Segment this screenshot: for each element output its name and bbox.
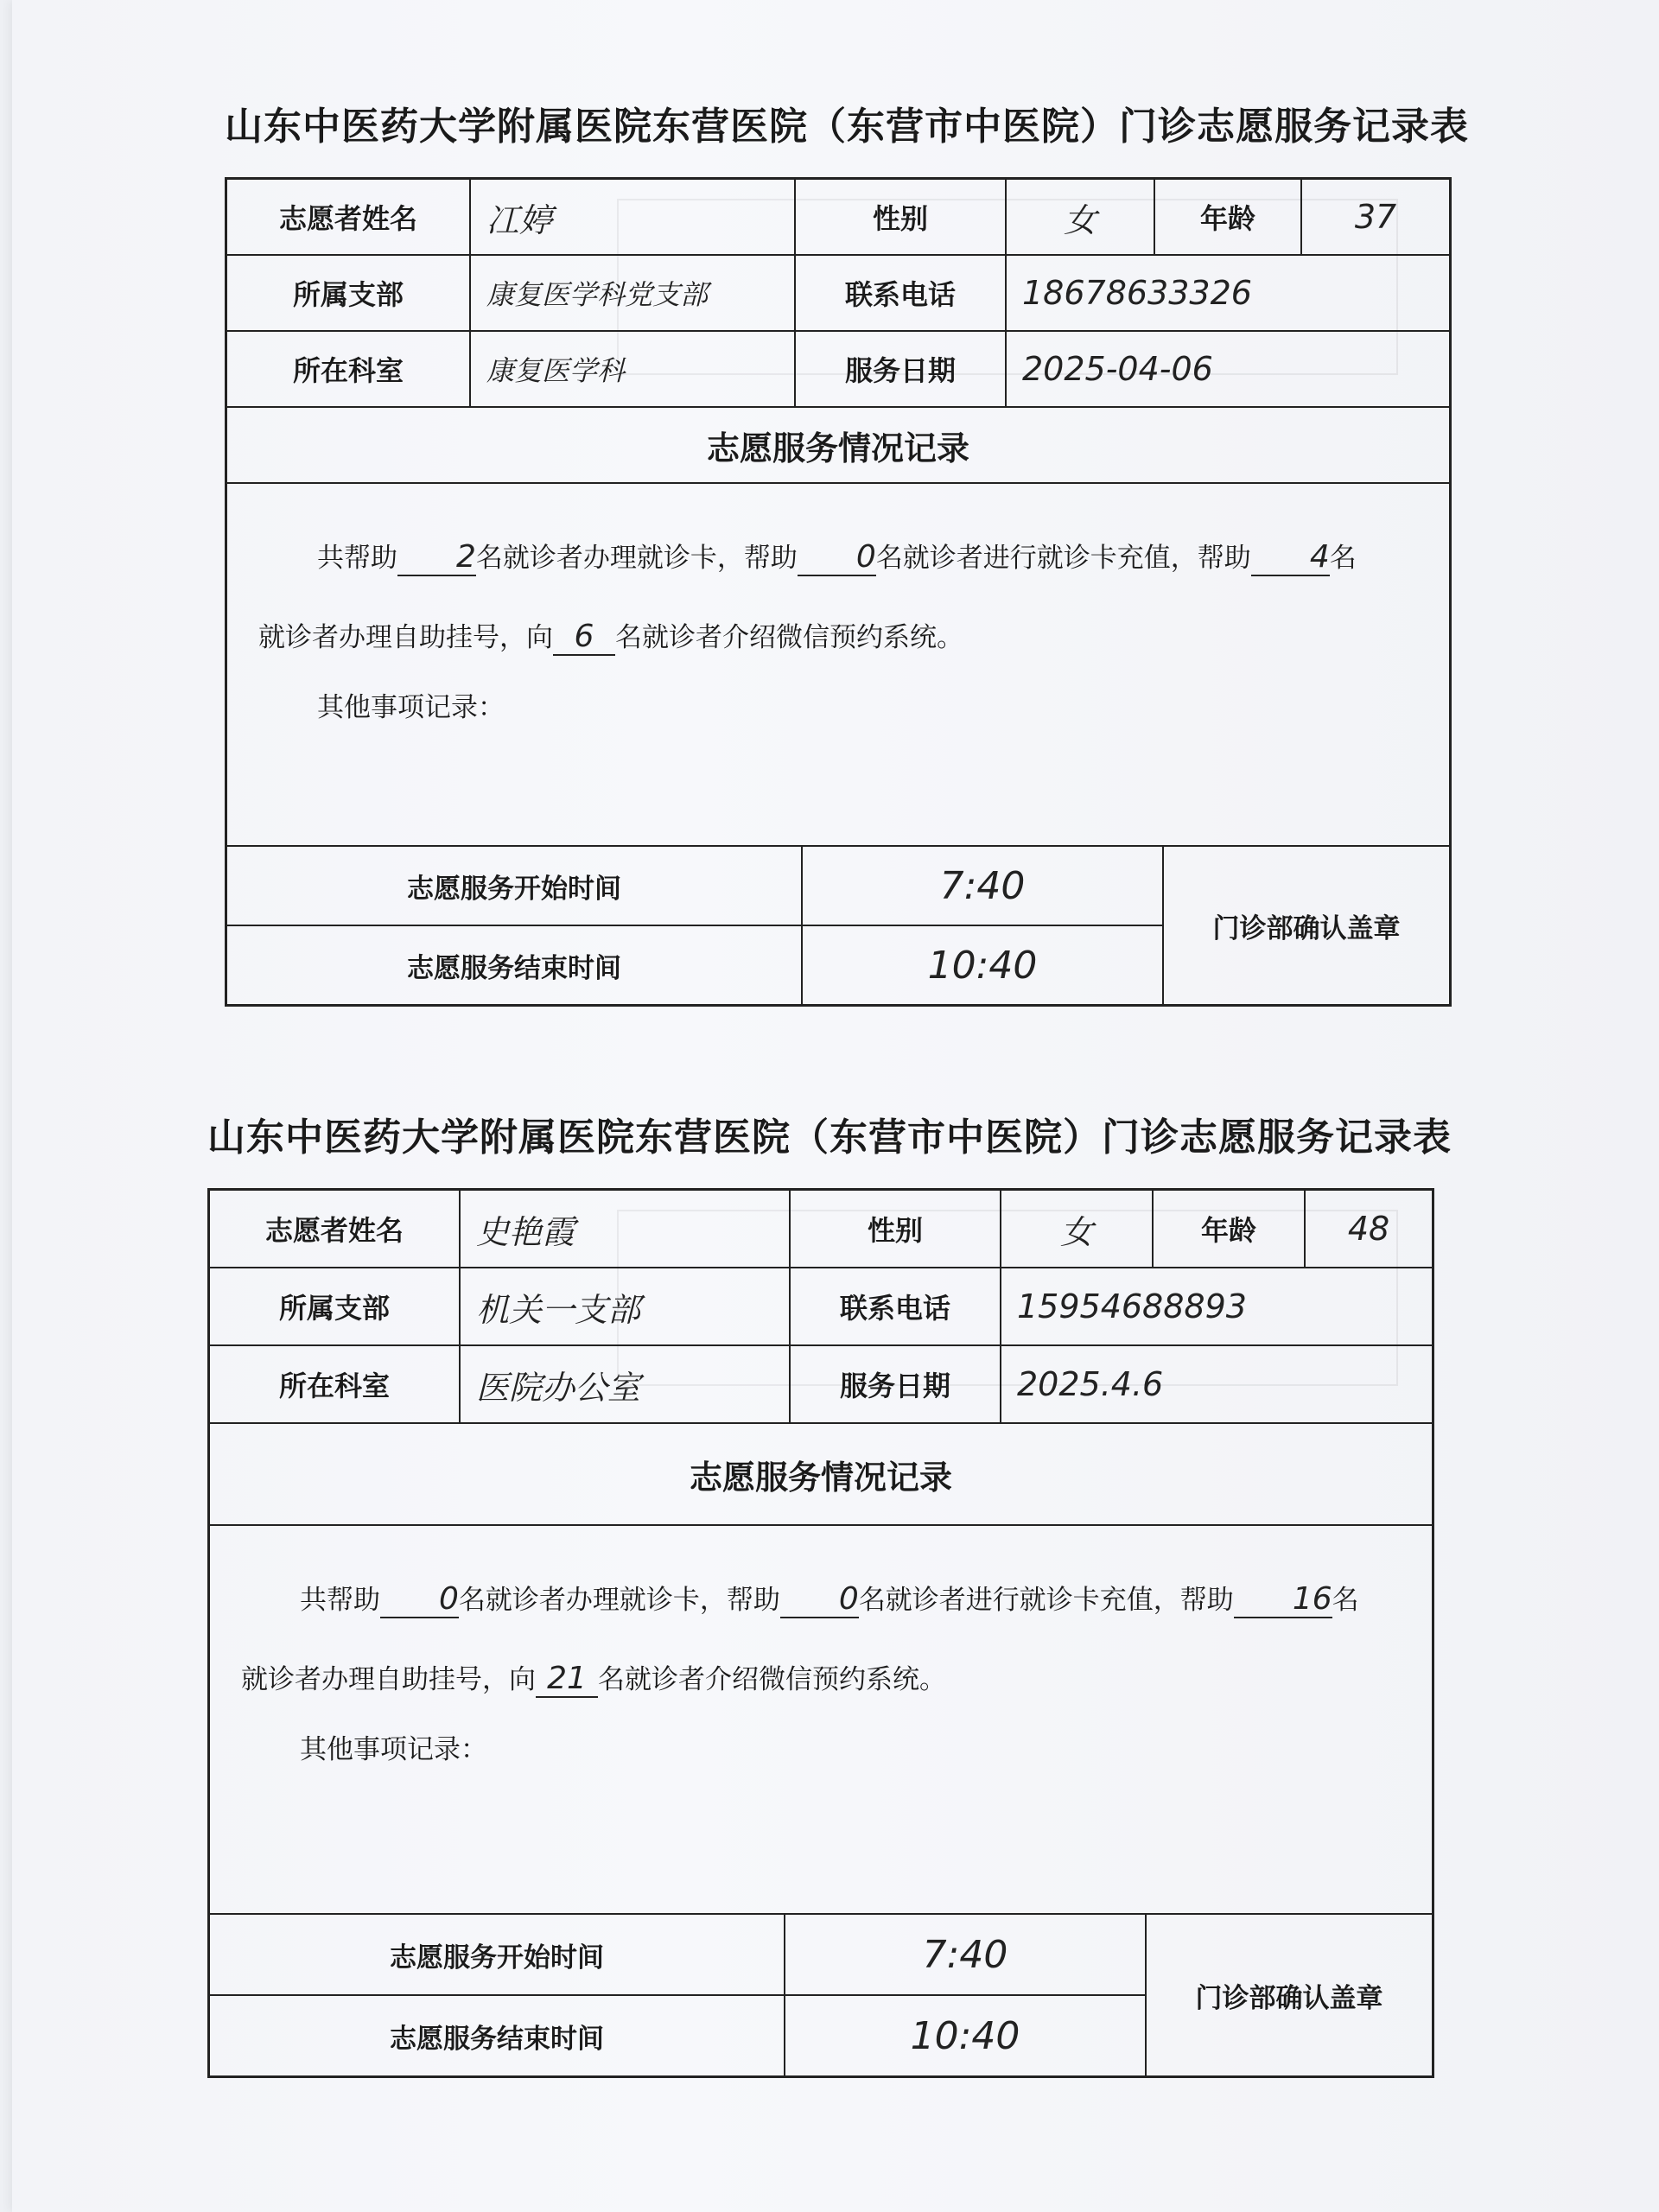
branch-label: 所属支部: [210, 1268, 461, 1344]
record-line: [258, 598, 1418, 677]
stamp-label: 门诊部确认盖章: [1212, 912, 1401, 944]
text: 共帮助: [317, 543, 397, 574]
dept-value: 医院办公室: [461, 1346, 791, 1422]
date-value: 2025.4.6: [1017, 1365, 1164, 1403]
service-record: [210, 1526, 1432, 1915]
section-heading: 志愿服务情况记录: [210, 1424, 1432, 1526]
phone-label: 联系电话: [791, 1268, 1001, 1344]
start-time-label: 志愿服务开始时间: [227, 847, 801, 926]
end-time-value: 10:40: [910, 2013, 1020, 2058]
register-count: 16: [1234, 1582, 1332, 1618]
branch-label: 所属支部: [227, 256, 471, 330]
branch-value: 康复医学科党支部: [471, 256, 796, 330]
other-notes-label: 其他事项记录：: [317, 692, 505, 723]
time-values: [803, 847, 1164, 1004]
record-line: [258, 518, 1418, 598]
time-section: [210, 1915, 1432, 2075]
table-row: [210, 1268, 1432, 1346]
text: 名就诊者介绍微信预约系统。: [615, 622, 963, 653]
record-line: [241, 1560, 1401, 1640]
table-row: [227, 180, 1449, 256]
form-table: [225, 177, 1452, 1007]
text: 就诊者办理自助挂号，向: [241, 1664, 536, 1695]
name-value: 史艳霞: [461, 1191, 791, 1267]
text: 名: [1329, 543, 1357, 574]
start-time-value: 7:40: [785, 1915, 1145, 1996]
age-label: 年龄: [1155, 180, 1302, 254]
form-table: [207, 1188, 1434, 2078]
table-row: [227, 332, 1449, 408]
name-label: 志愿者姓名: [227, 180, 471, 254]
end-time-label: 志愿服务结束时间: [390, 2023, 604, 2055]
text: 名就诊者介绍微信预约系统。: [598, 1664, 946, 1695]
age-value: 37: [1354, 198, 1397, 236]
phone-label: 联系电话: [796, 256, 1007, 330]
text: 名就诊者进行就诊卡充值，帮助: [875, 543, 1251, 574]
stamp-label: 门诊部确认盖章: [1195, 1982, 1383, 2014]
table-row: [210, 1191, 1432, 1268]
wechat-count: 21: [536, 1662, 598, 1698]
date-value: 2025-04-06: [1022, 350, 1213, 388]
register-count: 4: [1251, 540, 1330, 576]
text: 名就诊者进行就诊卡充值，帮助: [858, 1585, 1234, 1616]
text: 名就诊者办理就诊卡，帮助: [458, 1585, 780, 1616]
cards-count: 0: [380, 1582, 459, 1618]
branch-value: 机关一支部: [461, 1268, 791, 1344]
text: 共帮助: [300, 1585, 380, 1616]
text: 名: [1332, 1585, 1359, 1616]
gender-label: 性别: [796, 180, 1007, 254]
time-labels: [227, 847, 803, 1004]
start-time-value: 7:40: [803, 847, 1162, 926]
recharge-count: 0: [780, 1582, 859, 1618]
gender-value: 女: [1001, 1191, 1154, 1267]
service-record: [227, 484, 1449, 847]
dept-label: 所在科室: [210, 1346, 461, 1422]
end-time-label: 志愿服务结束时间: [407, 952, 621, 984]
form-title: 山东中医药大学附属医院东营医院（东营市中医院）门诊志愿服务记录表: [207, 1116, 1452, 1160]
time-labels: [210, 1915, 785, 2075]
wechat-count: 6: [553, 620, 615, 656]
record-line: [241, 1640, 1401, 1719]
name-label: 志愿者姓名: [210, 1191, 461, 1267]
cards-count: 2: [397, 540, 476, 576]
age-label: 年龄: [1154, 1191, 1306, 1267]
time-section: [227, 847, 1449, 1004]
text: 名就诊者办理就诊卡，帮助: [475, 543, 798, 574]
gender-label: 性别: [791, 1191, 1001, 1267]
gender-value: 女: [1007, 180, 1155, 254]
dept-label: 所在科室: [227, 332, 471, 406]
time-values: [785, 1915, 1147, 2075]
form-title: 山东中医药大学附属医院东营医院（东营市中医院）门诊志愿服务记录表: [225, 105, 1469, 149]
phone-value: 18678633326: [1022, 274, 1252, 312]
table-row: [210, 1346, 1432, 1424]
name-value: 冮婷: [471, 180, 796, 254]
end-time-value: 10:40: [927, 943, 1038, 988]
start-time-label: 志愿服务开始时间: [210, 1915, 784, 1996]
date-label: 服务日期: [791, 1346, 1001, 1422]
age-value: 48: [1347, 1210, 1390, 1248]
section-heading: 志愿服务情况记录: [227, 408, 1449, 484]
phone-value: 15954688893: [1017, 1287, 1247, 1325]
recharge-count: 0: [798, 540, 876, 576]
date-label: 服务日期: [796, 332, 1007, 406]
text: 就诊者办理自助挂号，向: [258, 622, 553, 653]
dept-value: 康复医学科: [471, 332, 796, 406]
table-row: [227, 256, 1449, 332]
other-notes-label: 其他事项记录：: [300, 1734, 487, 1765]
